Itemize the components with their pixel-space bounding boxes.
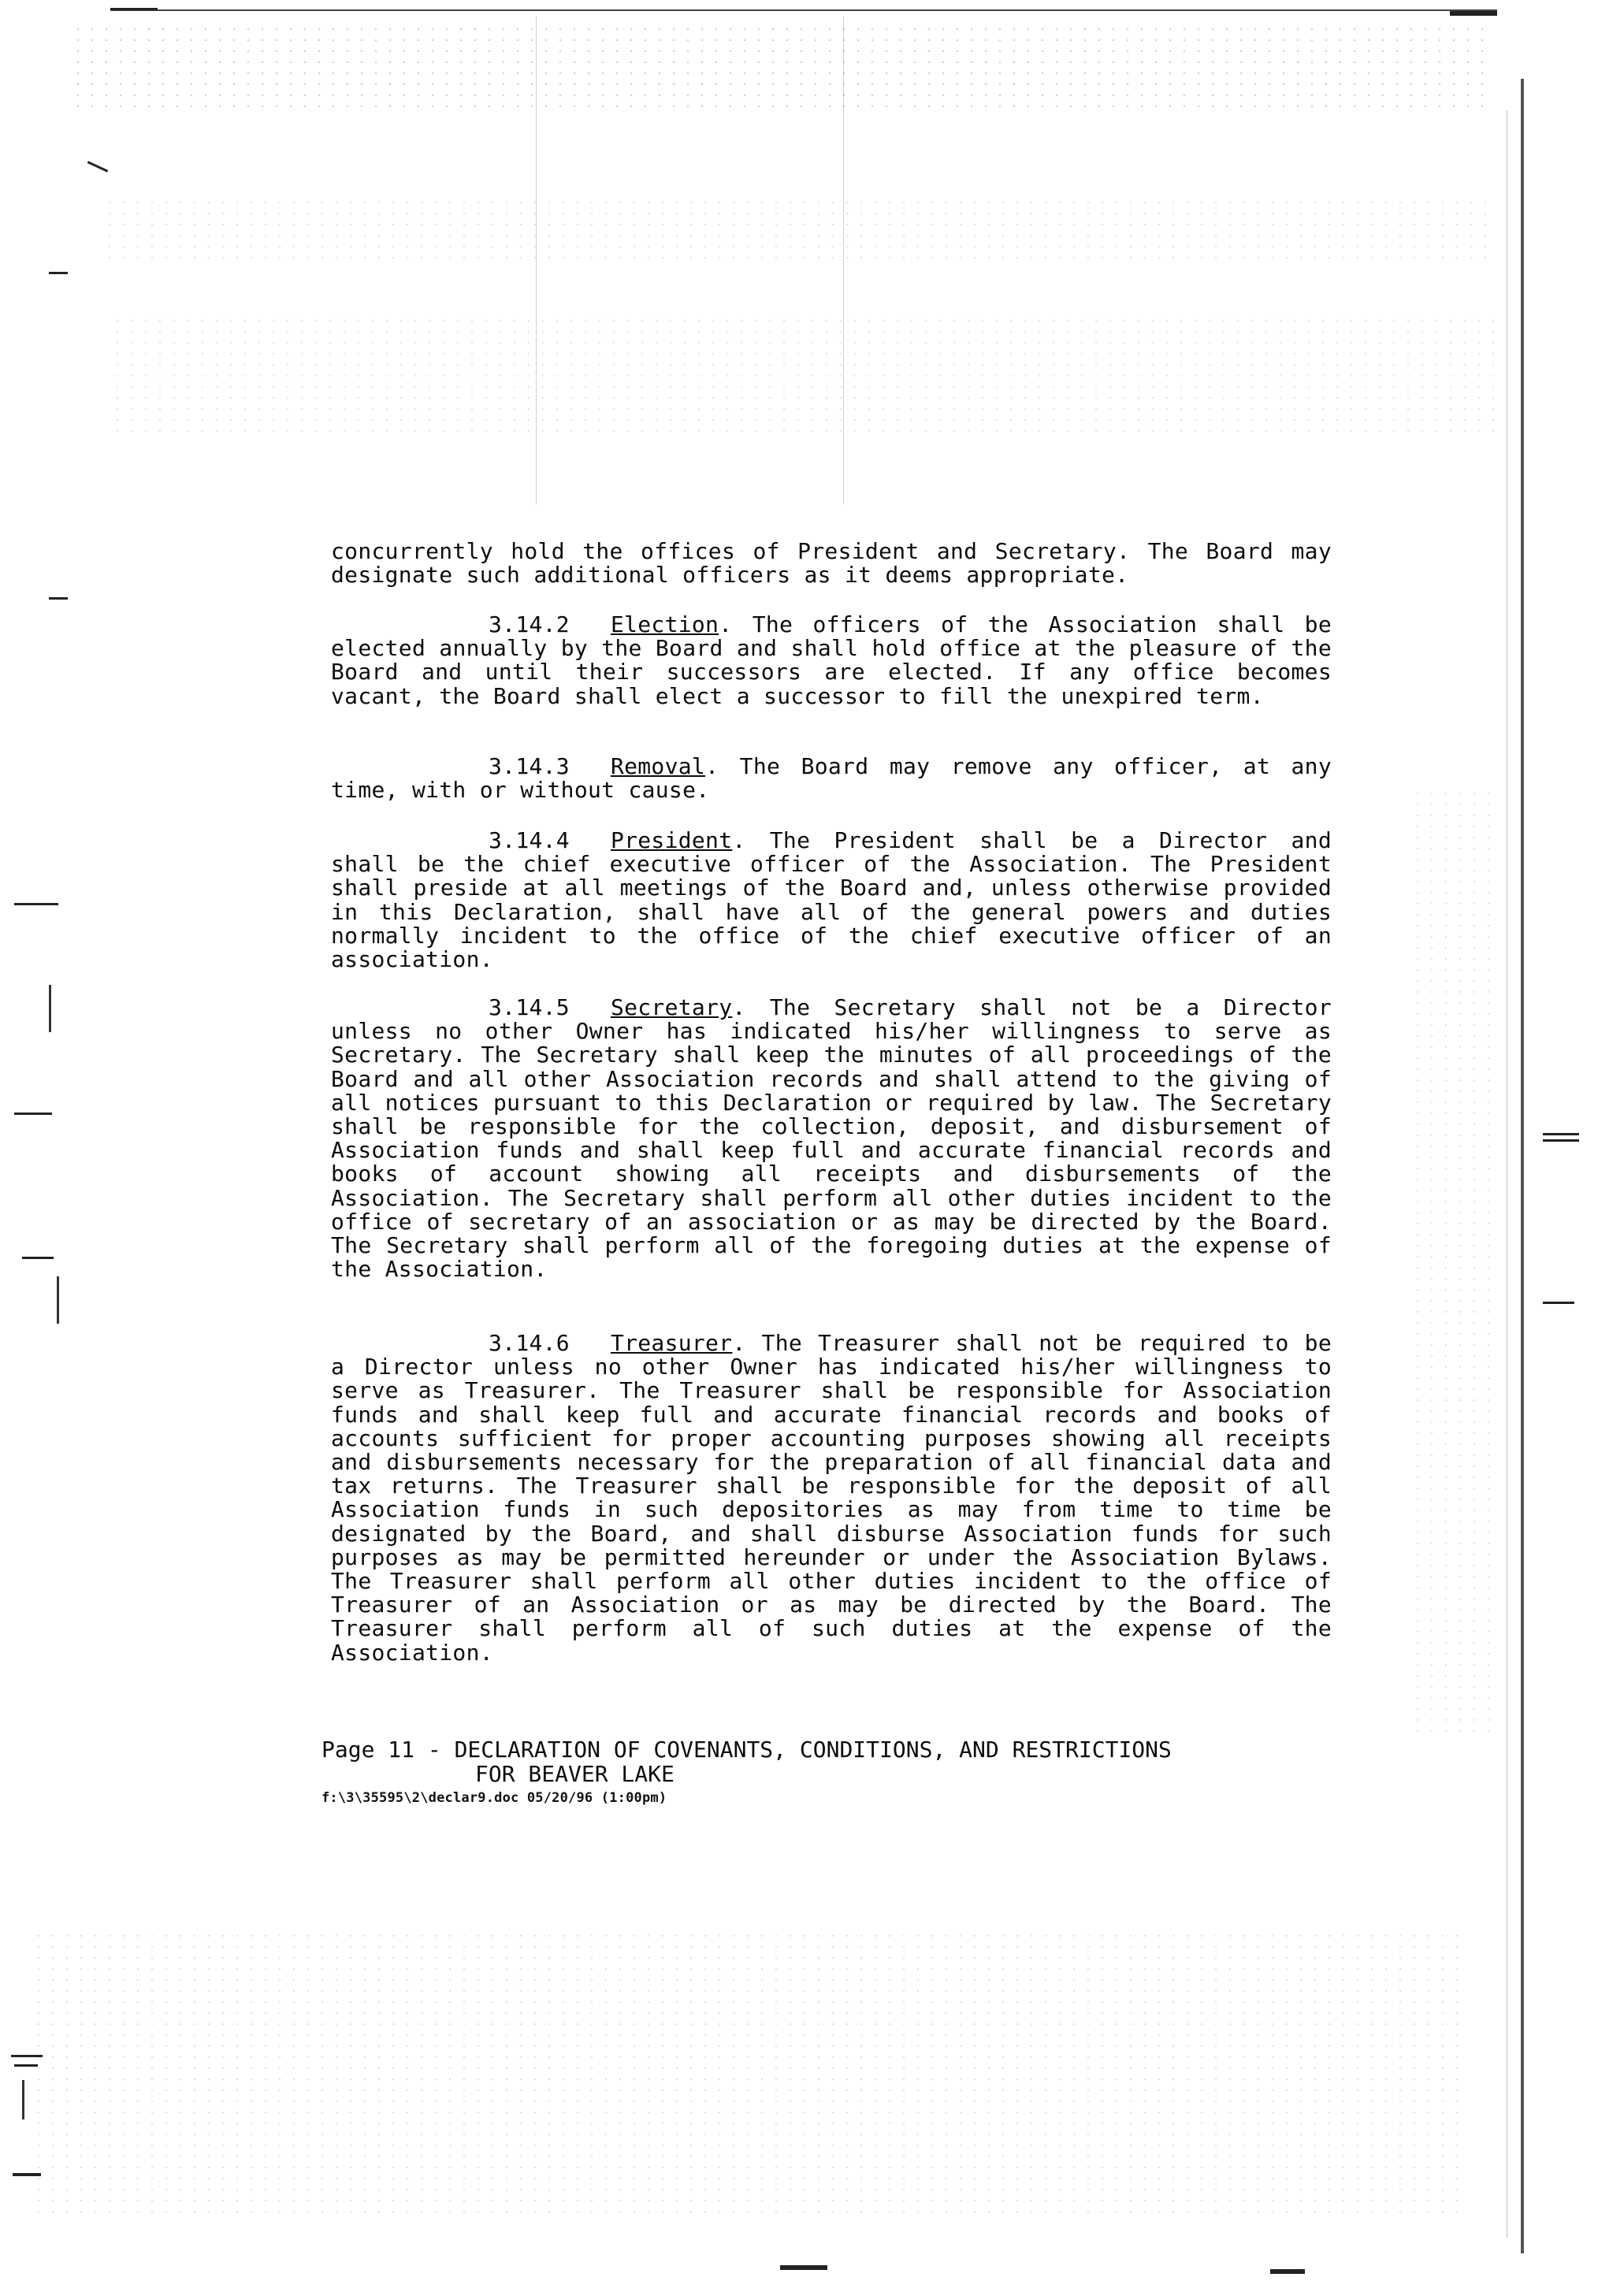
scan-mark <box>1450 11 1497 16</box>
scan-noise <box>1410 788 1497 1733</box>
section-text: . The Treasurer shall not be required to be a Director unless no other Owner has indicated his/her willingness to serve as Treasurer. The Treasurer shall be responsible for Association funds and shall keep full and accurate financial records and books of accounts sufficient for proper accounting purposes showing all receipts and disbursements necessary for the preparation of all financial data and tax returns. The Treasurer shall be responsible for the deposit of all Association funds in such depositories as may from time to time be designated by the Board, and shall disburse Association funds for such purposes as may be permitted hereunder or under the Association Bylaws. The Treasurer shall perform all other duties incident to the office of Treasurer of an Association or as may be directed by the Board. The Treasurer shall perform all of such duties at the expense of the Association. <box>331 1330 1332 1666</box>
scan-noise <box>102 197 1489 260</box>
section-number: 3.14.6 <box>489 1330 570 1356</box>
section-text: . The Secretary shall not be a Director unless no other Owner has indicated his/her willingness to serve as Secretary. The Secretary shall keep the minutes of all proceedings of the Board and all other Association records and shall attend to the giving of all notices pursuant to this Declaration or required by law. The Secretary shall be responsible for the collection, deposit, and disbursement of Association funds and shall keep full and accurate financial records and books of account showing all receipts and disbursements of the Association. The Secretary shall perform all other duties incident to the office of secretary of an association or as may be directed by the Board. The Secretary shall perform all of the foregoing duties at the expense of the Association. <box>331 994 1332 1283</box>
scan-noise <box>110 315 1497 441</box>
section-number: 3.14.5 <box>489 994 570 1020</box>
section-paragraph <box>331 755 1332 802</box>
scan-artifact-right-edge <box>1521 79 1524 2253</box>
scan-mark <box>780 2265 827 2270</box>
scan-mark <box>22 1257 54 1259</box>
scan-mark <box>14 2064 38 2067</box>
scan-mark <box>87 161 109 173</box>
section-number: 3.14.4 <box>489 827 570 853</box>
section-number: 3.14.2 <box>489 611 570 637</box>
section-treasurer <box>331 1332 1332 1665</box>
section-heading: President <box>610 827 733 853</box>
section-secretary <box>331 996 1332 1281</box>
section-election <box>331 613 1332 708</box>
scan-artifact-top-line <box>110 9 1497 11</box>
scan-mark <box>13 2173 41 2176</box>
section-text: . The officers of the Association shall be elected annually by the Board and shall hold office at the pleasure of the Board and until their successors are elected. If any office becomes vacant, the Board shall elect a successor to fill the unexpired term. <box>331 611 1332 709</box>
scan-mark <box>11 2055 43 2057</box>
intro-paragraph <box>331 518 1332 609</box>
scan-mark <box>1543 1139 1579 1142</box>
section-heading: Removal <box>610 753 706 779</box>
scan-mark <box>49 272 68 274</box>
section-heading: Secretary <box>610 994 733 1020</box>
footer-title-line2: FOR BEAVER LAKE <box>475 1761 674 1787</box>
scan-noise <box>71 24 1489 110</box>
scan-mark <box>1270 2269 1305 2274</box>
section-heading: Treasurer <box>610 1330 733 1356</box>
scan-mark <box>22 2080 24 2119</box>
scan-mark <box>14 903 58 905</box>
scan-noise <box>32 1930 1466 2214</box>
scan-mark <box>49 597 68 600</box>
section-paragraph <box>331 829 1332 971</box>
section-paragraph <box>331 996 1332 1281</box>
section-heading: Election <box>610 611 719 637</box>
scan-mark <box>49 985 51 1032</box>
scan-mark <box>1543 1133 1579 1135</box>
scan-mark <box>14 1113 52 1115</box>
section-number: 3.14.3 <box>489 753 570 779</box>
file-reference: f:\3\35595\2\declar9.doc 05/20/96 (1:00pm) <box>321 1790 667 1806</box>
section-president <box>331 829 1332 971</box>
section-paragraph <box>331 1332 1332 1665</box>
section-paragraph <box>331 613 1332 708</box>
page-footer <box>321 1737 1346 1786</box>
scan-mark <box>1543 1302 1574 1304</box>
section-text: . The President shall be a Director and shall be the chief executive officer of the Association. The President shall preside at all meetings of the Board and, unless otherwise provided in this Declaration, shall have all of the general powers and duties normally incident to the office of the chief executive officer of an association. <box>331 827 1332 973</box>
scan-mark <box>57 1276 59 1324</box>
intro-text: concurrently hold the offices of President and Secretary. The Board may designate such additional officers as it deems appropriate. <box>331 538 1332 589</box>
section-removal <box>331 755 1332 802</box>
section-text: . The Board may remove any officer, at any time, with or without cause. <box>331 753 1332 804</box>
scan-mark <box>110 8 158 10</box>
footer-title-line1: Page 11 - DECLARATION OF COVENANTS, CONDITIONS, AND RESTRICTIONS <box>321 1737 1172 1763</box>
